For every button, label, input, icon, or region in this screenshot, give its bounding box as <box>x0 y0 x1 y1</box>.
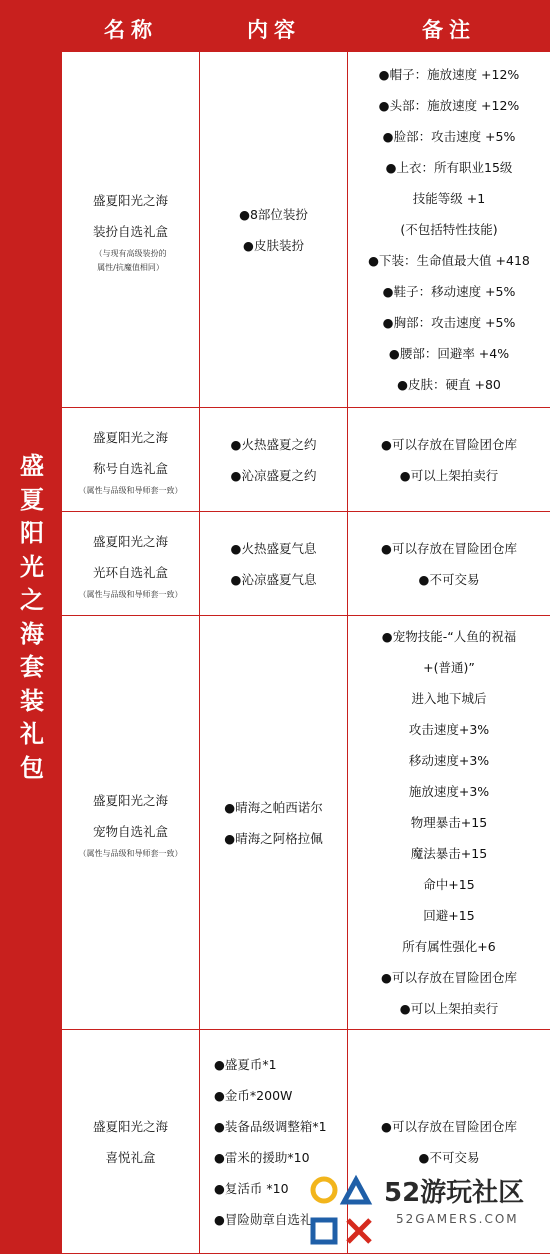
name-cell <box>62 616 200 1029</box>
item-name-note: （与现有高级装扮的 <box>94 248 167 258</box>
item-name-note: （属性与品级和导师套一致） <box>78 589 183 599</box>
note-item: ●皮肤：硬直 +80 <box>397 377 501 392</box>
side-title: 盛夏阳光之海套装礼包 <box>20 452 44 782</box>
note-item: ●胸部：攻击速度 +5% <box>382 315 516 330</box>
note-item: ●下装：生命值最大值 +418 <box>368 253 530 268</box>
note-item: 回避+15 <box>423 908 475 923</box>
note-item: 物理暴击+15 <box>410 815 488 830</box>
item-name: 称号自选礼盒 <box>92 460 168 476</box>
content-cell <box>200 512 348 615</box>
content-cell <box>200 52 348 407</box>
name-cell <box>62 512 200 615</box>
note-cell <box>348 512 550 615</box>
content-item: ●晴海之帕西诺尔 <box>224 799 323 815</box>
item-name-note: （属性与品级和导师套一致） <box>78 848 183 858</box>
site-watermark <box>304 1168 550 1254</box>
name-cell <box>62 1030 200 1253</box>
table-header <box>62 0 550 52</box>
content-item: ●火热盛夏之约 <box>230 436 317 452</box>
item-name: 盛夏阳光之海 <box>92 429 168 445</box>
content-item: ●火热盛夏气息 <box>230 540 317 556</box>
item-name: 光环自选礼盒 <box>92 564 168 580</box>
note-item: 魔法暴击+15 <box>410 846 488 861</box>
item-name-note: 属性/抗魔值相同） <box>97 262 164 272</box>
item-name: 盛夏阳光之海 <box>92 1118 168 1134</box>
header-content: 内容 <box>247 18 301 42</box>
note-item: ●可以上架拍卖行 <box>399 467 499 483</box>
content-cell <box>200 616 348 1029</box>
note-item: ●帽子：施放速度 +12% <box>378 67 520 82</box>
watermark-text: 52游玩社区 <box>384 1178 525 1208</box>
content-item: ●沁凉盛夏气息 <box>230 571 317 587</box>
note-item: ●头部：施放速度 +12% <box>378 98 520 113</box>
note-item: ●宠物技能-“人鱼的祝福 <box>381 629 517 644</box>
note-item: ●可以存放在冒险团仓库 <box>381 1118 517 1134</box>
note-item: ●腰部：回避率 +4% <box>388 346 510 361</box>
gift-table <box>62 52 550 1254</box>
note-item: 施放速度+3% <box>408 784 490 799</box>
content-item: ●盛夏币*1 <box>214 1056 277 1072</box>
note-item: ●鞋子：移动速度 +5% <box>382 284 516 299</box>
table-row <box>62 512 550 616</box>
note-item: 进入地下城后 <box>411 691 487 706</box>
note-cell <box>348 616 550 1029</box>
content-item: ●复活币 *10 <box>214 1180 289 1196</box>
note-item: ●脸部：攻击速度 +5% <box>382 129 516 144</box>
table-row <box>62 408 550 512</box>
content-item: ●皮肤装扮 <box>243 237 304 253</box>
note-item: ●上衣：所有职业15级 <box>385 160 513 175</box>
note-item: ●可以存放在冒险团仓库 <box>381 436 517 452</box>
content-item: ●8部位装扮 <box>239 206 308 222</box>
note-item: ●可以存放在冒险团仓库 <box>381 540 517 556</box>
logo-icon <box>304 1168 384 1254</box>
content-item: ●冒险勋章自选礼 <box>214 1211 313 1227</box>
item-name: 喜悦礼盒 <box>105 1149 156 1165</box>
header-note: 备注 <box>422 18 476 42</box>
note-item: 技能等级 +1 <box>412 191 486 206</box>
header-name: 名称 <box>104 18 158 42</box>
note-cell <box>348 408 550 511</box>
content-item: ●沁凉盛夏之约 <box>230 467 317 483</box>
note-item: 所有属性强化+6 <box>402 939 496 954</box>
item-name: 盛夏阳光之海 <box>92 792 168 808</box>
content-item: ●晴海之阿格拉佩 <box>224 830 323 846</box>
note-item: 移动速度+3% <box>408 753 490 768</box>
table-row <box>62 616 550 1030</box>
note-cell <box>348 52 550 407</box>
note-item: 攻击速度+3% <box>408 722 490 737</box>
content-item: ●装备品级调整箱*1 <box>214 1118 327 1134</box>
note-item: (不包括特性技能) <box>400 222 498 237</box>
note-item: ●不可交易 <box>418 571 480 587</box>
content-item: ●雷米的援助*10 <box>214 1149 310 1165</box>
content-cell <box>200 408 348 511</box>
content-item: ●金币*200W <box>214 1087 293 1103</box>
note-item: ●不可交易 <box>418 1149 480 1165</box>
item-name-note: （属性与品级和导师套一致） <box>78 485 183 495</box>
name-cell <box>62 408 200 511</box>
note-item: ●可以上架拍卖行 <box>399 1001 499 1016</box>
note-item: +(普通)” <box>423 660 475 675</box>
name-cell <box>62 52 200 407</box>
item-name: 盛夏阳光之海 <box>92 192 168 208</box>
note-item: ●可以存放在冒险团仓库 <box>381 970 517 985</box>
item-name: 宠物自选礼盒 <box>92 823 168 839</box>
watermark-url: 52GAMERS.COM <box>396 1212 519 1226</box>
item-name: 盛夏阳光之海 <box>92 533 168 549</box>
note-item: 命中+15 <box>423 877 475 892</box>
item-name: 装扮自选礼盒 <box>92 223 168 239</box>
table-row <box>62 52 550 408</box>
